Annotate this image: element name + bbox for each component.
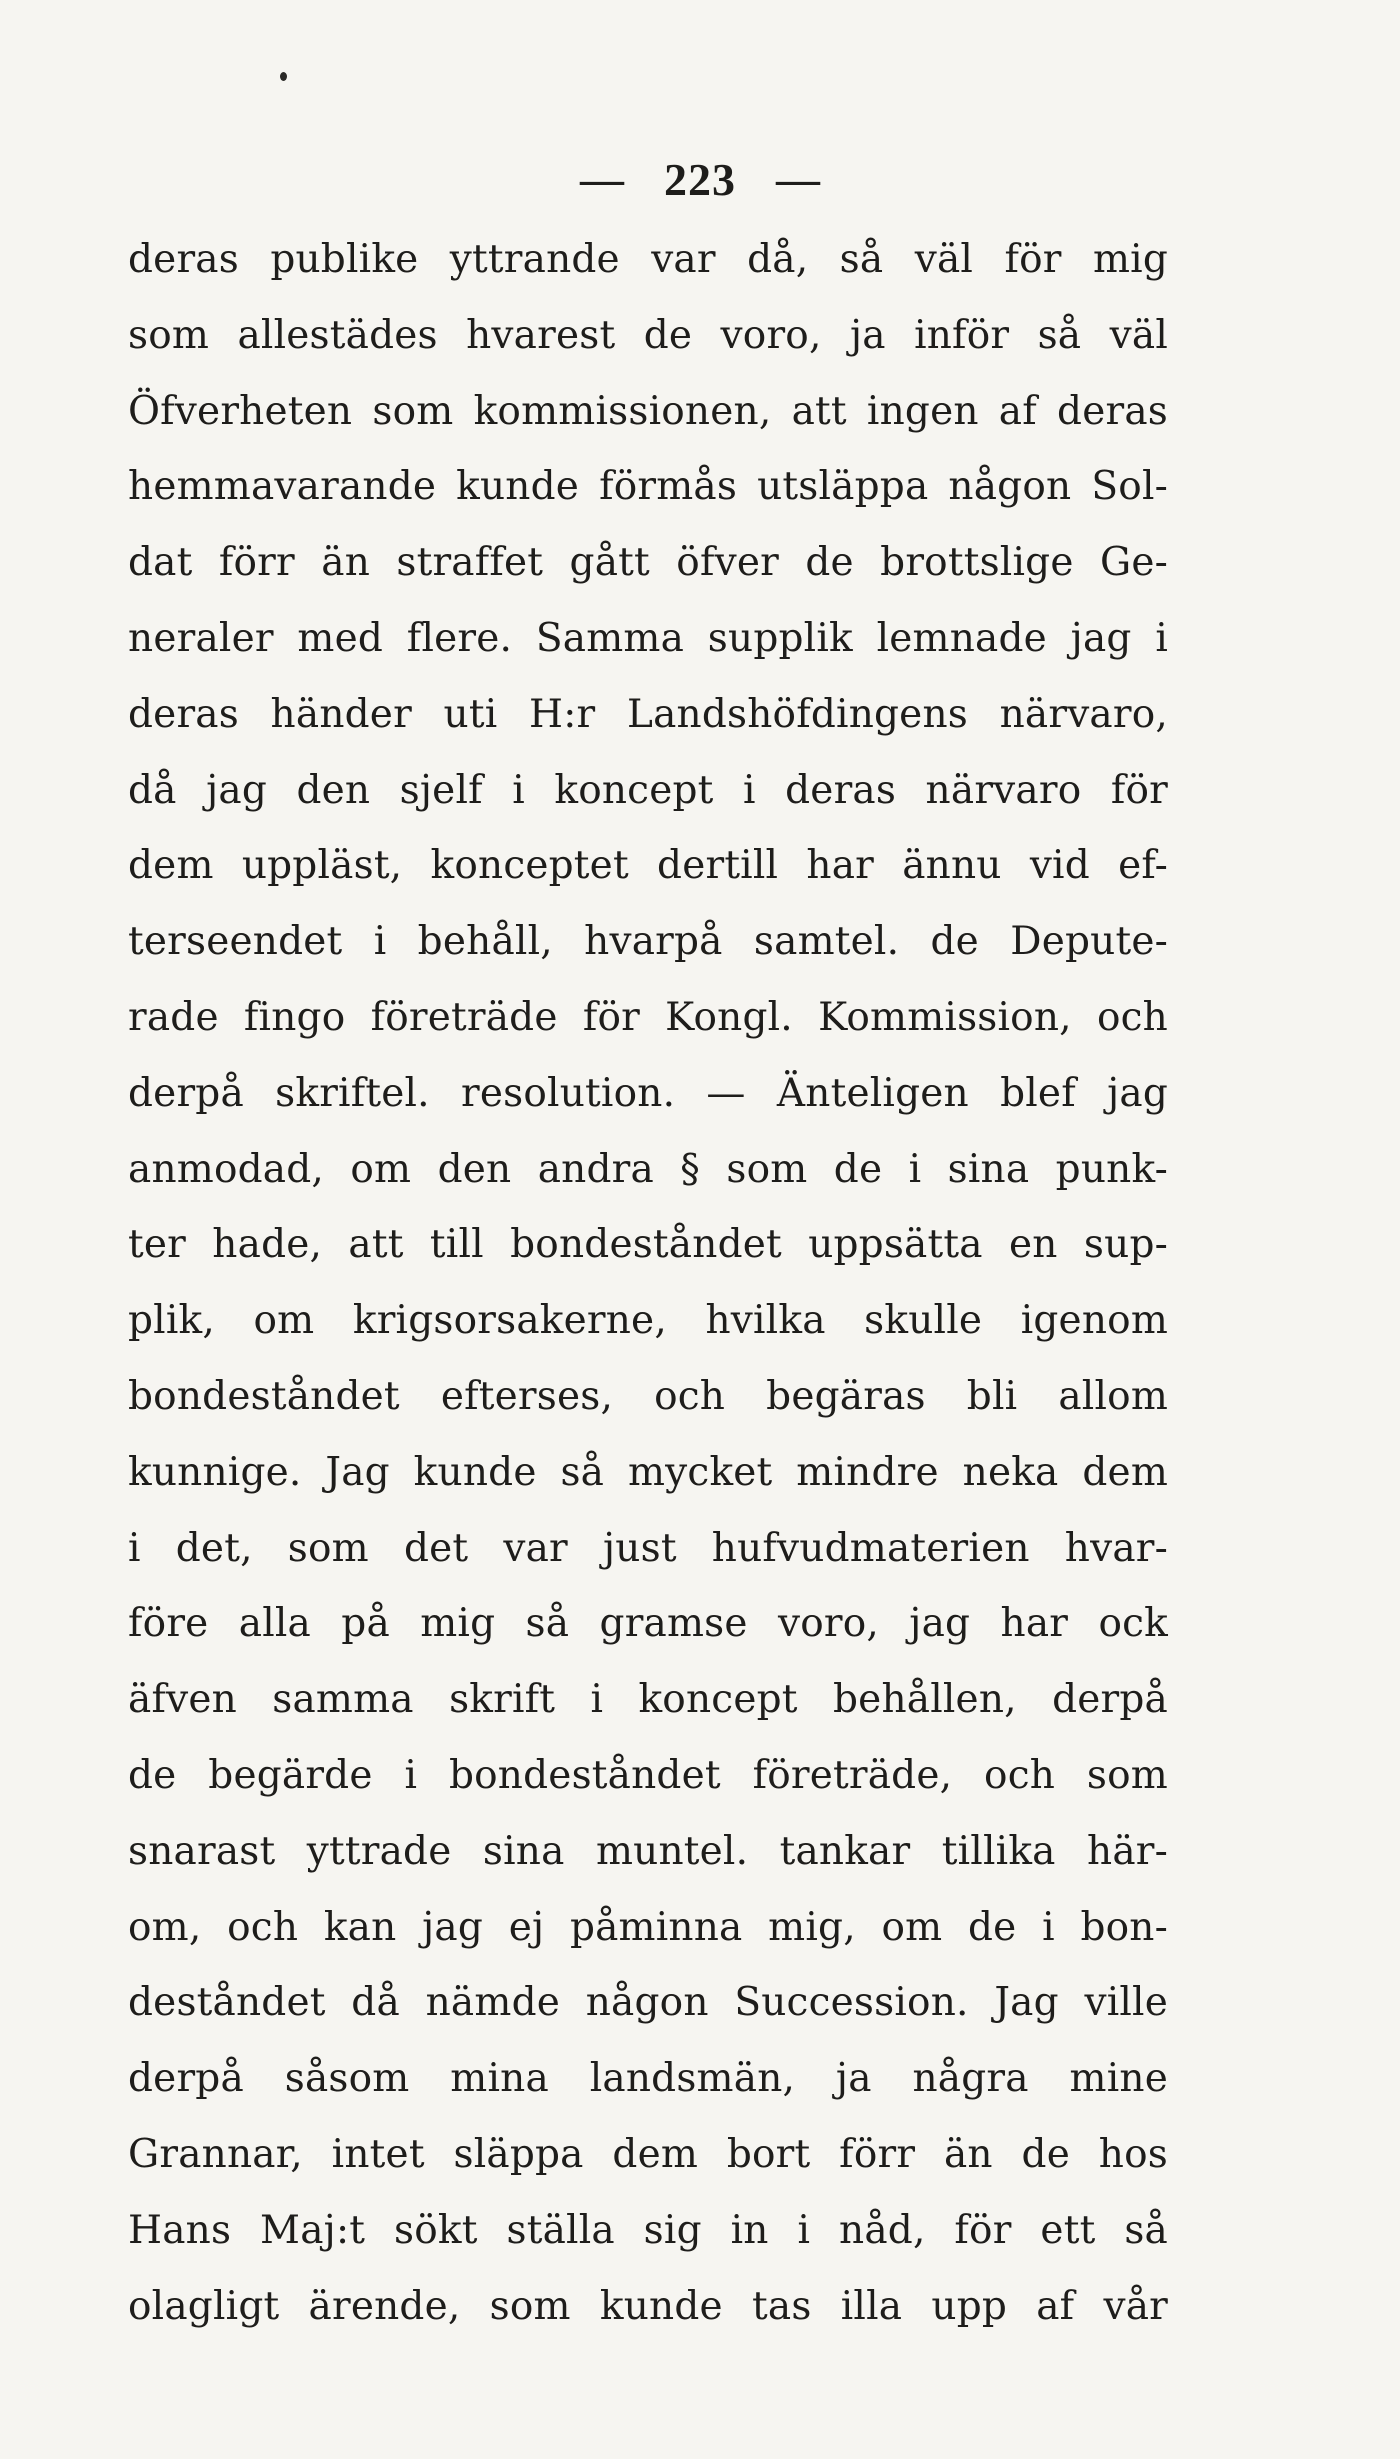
text-line: rade fingo företräde för Kongl. Kommission, och <box>128 994 1168 1040</box>
text-line: före alla på mig så gramse voro, jag har ock <box>128 1601 1168 1647</box>
text-line: olagligt ärende, som kunde tas illa upp af vår <box>128 2283 1168 2329</box>
text-line: Öfverheten som kommissionen, att ingen af deras <box>128 388 1168 434</box>
text-line: derpå såsom mina landsmän, ja några mine <box>128 2056 1168 2102</box>
text-line: bondeståndet efterses, och begäras bli allom <box>128 1373 1168 1419</box>
text-line: som allestädes hvarest de voro, ja inför så väl <box>128 312 1168 358</box>
text-line: Grannar, intet släppa dem bort förr än de hos <box>128 2131 1168 2177</box>
page-header <box>0 150 1400 210</box>
text-line: i det, som det var just hufvudmaterien hvar- <box>128 1525 1168 1571</box>
text-line: deras publike yttrande var då, så väl för mig <box>128 237 1168 282</box>
text-line: dem uppläst, konceptet dertill har ännu vid ef- <box>128 843 1168 889</box>
text-line: deras händer uti H:r Landshöfdingens närvaro, <box>128 691 1168 737</box>
body-text <box>128 222 1168 2344</box>
text-line: neraler med flere. Samma supplik lemnade jag i <box>128 615 1168 661</box>
text-line: de begärde i bondeståndet företräde, och som <box>128 1752 1168 1798</box>
header-left-dash: — <box>580 155 624 204</box>
header-right-dash: — <box>776 155 820 204</box>
text-line: snarast yttrade sina muntel. tankar tillika här- <box>128 1828 1168 1874</box>
text-line: anmodad, om den andra § som de i sina punk- <box>128 1146 1168 1192</box>
text-line: plik, om krigsorsakerne, hvilka skulle igenom <box>128 1298 1168 1344</box>
text-line: terseendet i behåll, hvarpå samtel. de Deputе- <box>128 919 1168 965</box>
text-line: kunnige. Jag kunde så mycket mindre neka dem <box>128 1449 1168 1495</box>
text-line: deståndet då nämde någon Succession. Jag ville <box>128 1980 1168 2026</box>
ink-speck <box>280 72 287 81</box>
text-line: derpå skriftel. resolution. — Änteligen blef jag <box>128 1070 1168 1116</box>
text-line: Hans Maj:t sökt ställa sig in i nåd, för ett så <box>128 2207 1168 2253</box>
page-number: 223 <box>664 154 736 205</box>
text-line: dat förr än straffet gått öfver de brottslige Ge- <box>128 540 1168 586</box>
text-line: hemmavarande kunde förmås utsläppa någon Sol- <box>128 464 1168 510</box>
text-line: om, och kan jag ej påminna mig, om de i bon- <box>128 1904 1168 1950</box>
text-line: ter hade, att till bondeståndet uppsätta en sup- <box>128 1222 1168 1268</box>
text-line: då jag den sjelf i koncept i deras närvaro för <box>128 767 1168 813</box>
text-line: äfven samma skrift i koncept behållen, derpå <box>128 1677 1168 1723</box>
